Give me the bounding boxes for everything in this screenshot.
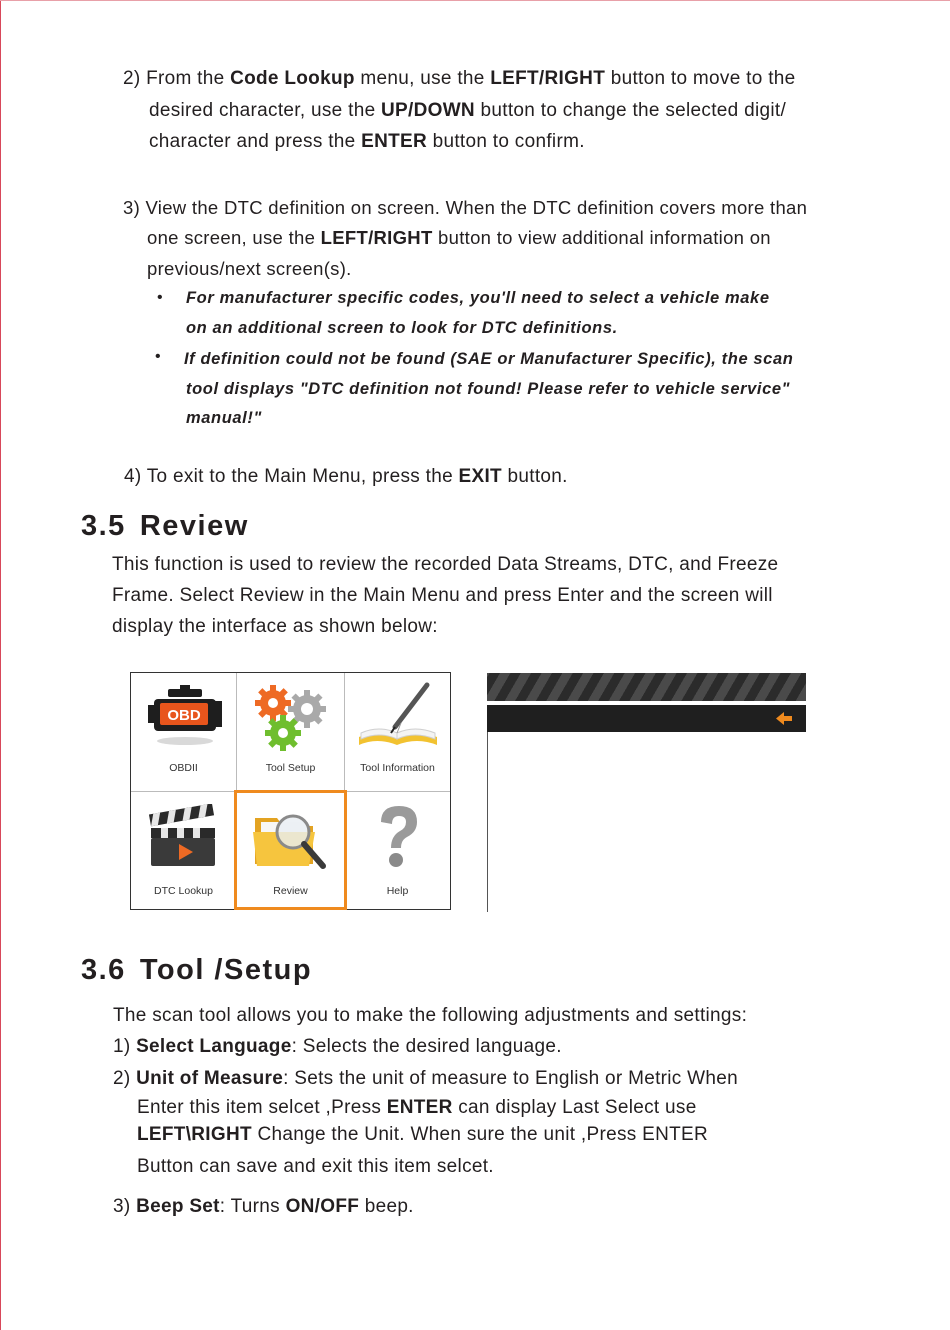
step3-line2: one screen, use the LEFT/RIGHT button to view additional information on [147,227,771,248]
section-3-6-heading: 3.6 Tool /Setup [81,954,313,986]
menu-item-tool-setup[interactable] [237,673,344,791]
unit-line-3: LEFT\RIGHT Change the Unit. When sure the unit ,Press ENTER [137,1124,709,1145]
step3-line3: previous/next screen(s). [147,258,352,279]
step2-line3: character and press the ENTER button to confirm. [149,131,585,152]
question-mark-icon [373,804,423,872]
bullet-1: • [157,289,163,306]
page-edge-left [0,0,1,1330]
note1-line1: For manufacturer specific codes, you'll need to select a vehicle make [186,289,770,307]
obd-badge: OBD [167,707,201,724]
menu-item-label: DTC Lookup [154,885,213,897]
menu-item-label: Tool Setup [265,762,316,774]
menu-item-label: OBDII [169,762,198,774]
page-edge-top [0,0,950,1]
menu-item-label: Help [386,885,409,897]
review-screen-header [487,673,806,701]
bullet-2: • [155,348,161,365]
menu-item-tool-information[interactable] [345,673,450,791]
menu-item-dtc-lookup[interactable] [131,792,236,909]
book-pen-icon [355,679,441,753]
setting-beep-set: 3) Beep Set: Turns ON/OFF beep. [113,1196,414,1217]
engine-check-icon [148,683,222,747]
unit-line-2: Enter this item selcet ,Press ENTER can display Last Select use [137,1097,697,1118]
note2-line3: manual!" [186,409,262,427]
section-3-5-body-3: display the interface as shown below: [112,616,438,637]
step4: 4) To exit to the Main Menu, press the EXIT button. [124,466,568,487]
section-3-6-intro: The scan tool allows you to make the following adjustments and settings: [113,1005,748,1026]
review-screen-title-bar [487,705,806,732]
step2-line1: 2) From the Code Lookup menu, use the LEFT/RIGHT button to move to the [123,68,796,89]
step3-line1: 3) View the DTC definition on screen. When the DTC definition covers more than [123,197,808,218]
menu-item-help[interactable] [345,792,450,909]
review-screen-border [487,732,488,912]
section-3-5-heading: 3.5 Review [81,510,249,542]
note1-line2: on an additional screen to look for DTC definitions. [186,319,618,337]
menu-item-label: Tool Information [360,762,435,774]
selected-highlight [234,790,347,910]
note2-line2: tool displays "DTC definition not found! Please refer to vehicle service" [186,380,791,398]
setting-select-language: 1) Select Language: Selects the desired language. [113,1036,562,1057]
menu-item-label: Review [273,885,308,897]
back-arrow-icon[interactable] [776,712,792,725]
menu-item-obdii[interactable] [131,673,236,791]
unit-line-4: Button can save and exit this item selcet. [137,1156,494,1177]
setting-unit-of-measure: 2) Unit of Measure: Sets the unit of measure to English or Metric When [113,1068,739,1089]
main-menu-screen [130,672,451,910]
clapperboard-icon [149,804,219,870]
gears-icon [253,683,329,755]
step2-line2: desired character, use the UP/DOWN button to change the selected digit/ [149,100,787,121]
section-3-5-body-1: This function is used to review the recorded Data Streams, DTC, and Freeze [112,554,779,575]
note2-line1: If definition could not be found (SAE or Manufacturer Specific), the scan [184,350,794,368]
section-3-5-body-2: Frame. Select Review in the Main Menu and press Enter and the screen will [112,585,773,606]
